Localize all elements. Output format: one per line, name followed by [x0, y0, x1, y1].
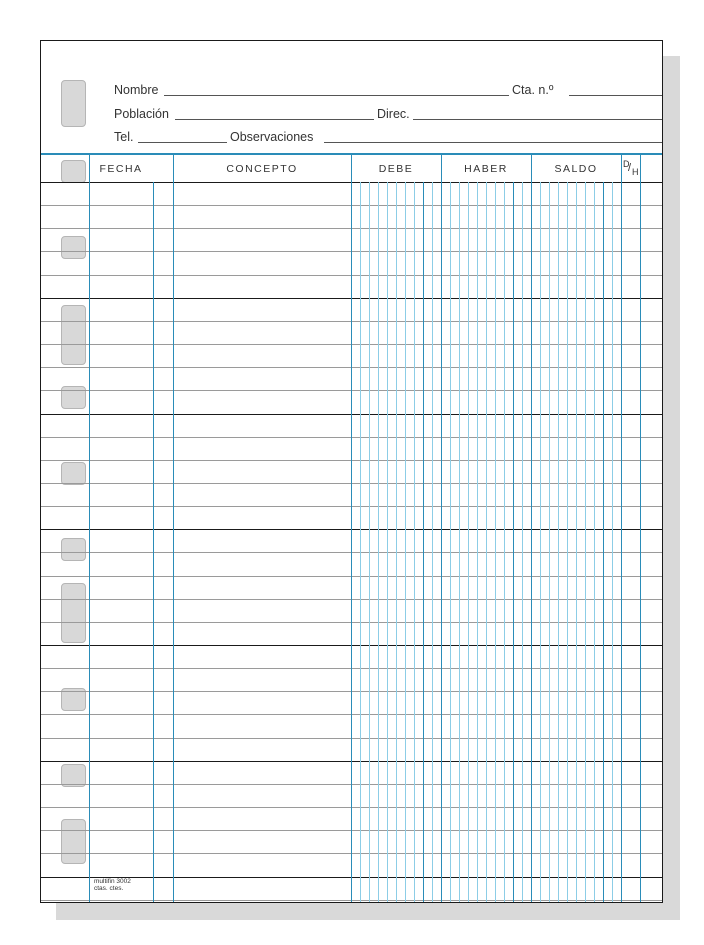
binder-hole	[61, 819, 86, 864]
binder-hole	[61, 462, 86, 485]
nombre-field[interactable]	[164, 95, 509, 96]
saldo-digit-rule	[612, 182, 613, 903]
column-divider	[351, 154, 352, 903]
saldo-digit-rule	[576, 182, 577, 903]
binder-hole	[61, 160, 86, 183]
tel-label: Tel.	[114, 130, 134, 144]
direc-field[interactable]	[413, 119, 663, 120]
haber-digit-rule	[459, 182, 460, 903]
column-divider	[531, 154, 532, 903]
cta-label: Cta. n.º	[512, 83, 554, 97]
column-divider	[640, 154, 641, 903]
observaciones-field[interactable]	[324, 142, 663, 143]
saldo-decimal-rule	[603, 182, 604, 903]
debe-header: DEBE	[378, 163, 414, 175]
nombre-label: Nombre	[114, 83, 159, 97]
dh-slash: /	[628, 162, 632, 174]
binder-hole	[61, 80, 86, 127]
binder-hole	[61, 236, 86, 259]
haber-header: HABER	[464, 163, 508, 175]
debe-digit-rule	[396, 182, 397, 903]
haber-digit-rule	[504, 182, 505, 903]
haber-digit-rule	[450, 182, 451, 903]
haber-digit-rule	[495, 182, 496, 903]
binder-hole	[61, 305, 86, 365]
saldo-digit-rule	[594, 182, 595, 903]
saldo-digit-rule	[567, 182, 568, 903]
saldo-digit-rule	[549, 182, 550, 903]
debe-digit-rule	[378, 182, 379, 903]
dh-top-letter: D	[623, 159, 630, 169]
haber-digit-rule	[522, 182, 523, 903]
haber-digit-rule	[486, 182, 487, 903]
haber-digit-rule	[477, 182, 478, 903]
saldo-header: SALDO	[554, 163, 598, 175]
debe-digit-rule	[405, 182, 406, 903]
debe-digit-rule	[414, 182, 415, 903]
debe-digit-rule	[432, 182, 433, 903]
column-divider	[89, 154, 90, 903]
footer-line-1: multifin 3002	[94, 878, 131, 885]
cta-field[interactable]	[569, 95, 663, 96]
haber-digit-rule	[468, 182, 469, 903]
footer-line-2: ctas. ctes.	[94, 885, 124, 892]
tel-field[interactable]	[138, 142, 227, 143]
observaciones-label: Observaciones	[230, 130, 314, 144]
debe-digit-rule	[369, 182, 370, 903]
haber-decimal-rule	[513, 182, 514, 903]
debe-digit-rule	[387, 182, 388, 903]
column-divider	[173, 154, 174, 903]
column-divider	[441, 154, 442, 903]
debe-haber-header	[621, 159, 641, 179]
binder-hole	[61, 583, 86, 643]
saldo-digit-rule	[585, 182, 586, 903]
fecha-subdivider	[153, 182, 154, 903]
footer-imprint	[94, 878, 131, 892]
binder-hole	[61, 538, 86, 561]
ledger-sheet	[40, 40, 663, 903]
concepto-header: CONCEPTO	[226, 163, 298, 175]
saldo-digit-rule	[540, 182, 541, 903]
poblacion-field[interactable]	[175, 119, 374, 120]
poblacion-label: Población	[114, 107, 169, 121]
debe-decimal-rule	[423, 182, 424, 903]
debe-digit-rule	[360, 182, 361, 903]
dh-bottom-letter: H	[632, 167, 639, 177]
fecha-header: FECHA	[99, 163, 143, 175]
column-divider	[621, 154, 622, 903]
direc-label: Direc.	[377, 107, 410, 121]
saldo-digit-rule	[558, 182, 559, 903]
